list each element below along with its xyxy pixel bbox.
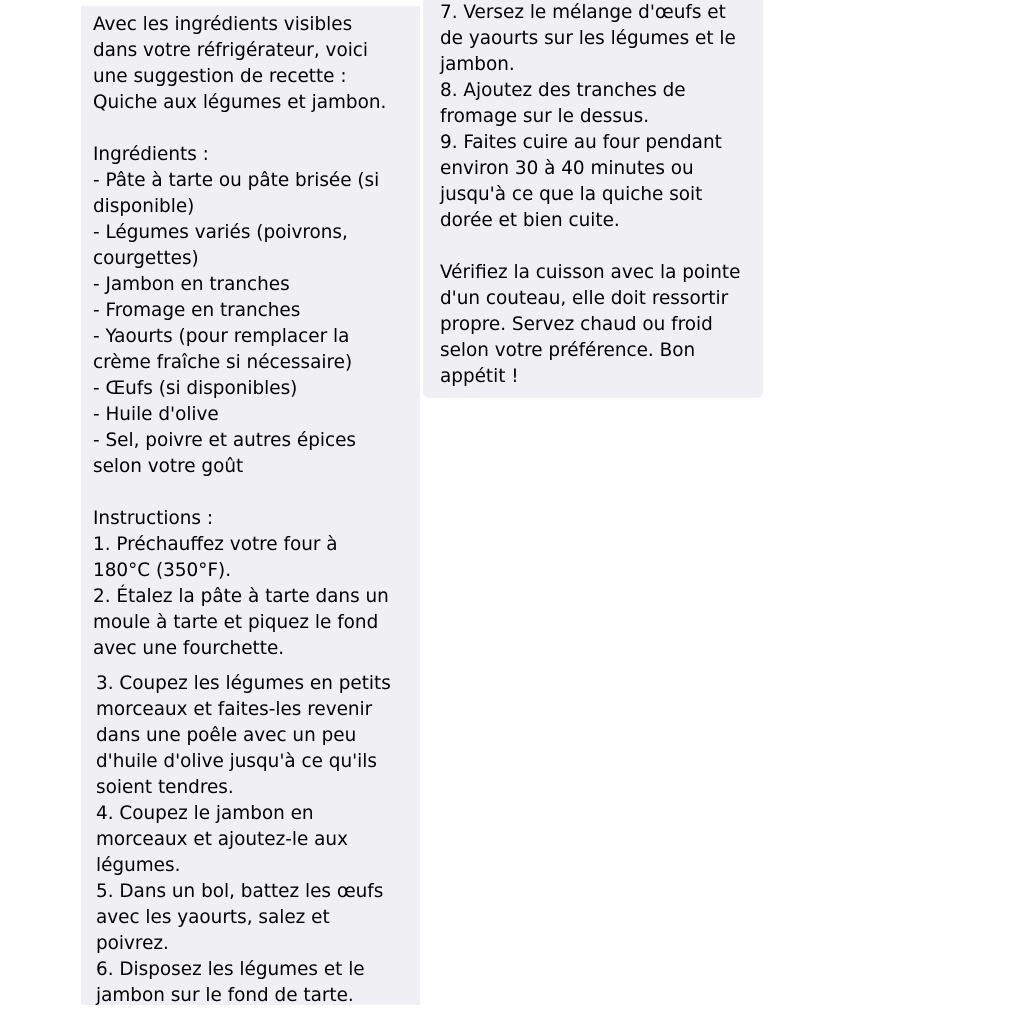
message-text-line: - Sel, poivre et autres épices (93, 430, 357, 451)
message-text-line: 8. Ajoutez des tranches de (440, 80, 686, 101)
message-text-line: 4. Coupez le jambon en (96, 803, 314, 824)
message-text-line: environ 30 à 40 minutes ou (440, 158, 694, 179)
message-text-line: - Fromage en tranches (93, 300, 301, 321)
message-text-line: 180°C (350°F). (93, 560, 232, 581)
message-text-line: selon votre préférence. Bon (440, 340, 696, 361)
message-text-line: Avec les ingrédients visibles (93, 14, 353, 35)
message-text-line: de yaourts sur les légumes et le (440, 28, 736, 49)
message-text-line: 9. Faites cuire au four pendant (440, 132, 722, 153)
blank-line (93, 480, 420, 506)
message-text-line: poivrez. (96, 933, 169, 954)
message-text-line: propre. Servez chaud ou froid (440, 314, 713, 335)
message-text-line: 2. Étalez la pâte à tarte dans un (93, 586, 389, 607)
message-text-line: crème fraîche si nécessaire) (93, 352, 353, 373)
blank-line (93, 116, 420, 142)
message-text-line: selon votre goût (93, 456, 244, 477)
message-bubble-recipe-part-2[interactable] (81, 671, 420, 1005)
message-text-line: appétit ! (440, 366, 519, 387)
message-text-line: dorée et bien cuite. (440, 210, 620, 231)
message-text-line: dans votre réfrigérateur, voici (93, 40, 369, 61)
message-text-line: jusqu'à ce que la quiche soit (440, 184, 703, 205)
message-text-line: disponible) (93, 196, 195, 217)
message-text-line: 5. Dans un bol, battez les œufs (96, 881, 384, 902)
message-text-line: Quiche aux légumes et jambon. (93, 92, 387, 113)
message-bubble-recipe-part-3[interactable] (423, 0, 763, 398)
message-text-line: avec les yaourts, salez et (96, 907, 330, 928)
message-text-line: 6. Disposez les légumes et le (96, 959, 365, 980)
message-text-line: fromage sur le dessus. (440, 106, 650, 127)
message-text-line: jambon. (440, 54, 515, 75)
message-text-line: Instructions : (93, 508, 214, 529)
message-text-line: avec une fourchette. (93, 638, 285, 659)
message-text-line: légumes. (96, 855, 181, 876)
message-text-line: courgettes) (93, 248, 199, 269)
blank-line (440, 234, 763, 260)
message-text-line: morceaux et faites-les revenir (96, 699, 373, 720)
message-text-line: - Œufs (si disponibles) (93, 378, 298, 399)
message-text-line: 7. Versez le mélange d'œufs et (440, 2, 726, 23)
message-text-line: 3. Coupez les légumes en petits (96, 673, 391, 694)
message-text-line: soient tendres. (96, 777, 234, 798)
message-bubble-recipe-part-1[interactable] (81, 6, 420, 674)
message-text-line: - Légumes variés (poivrons, (93, 222, 348, 243)
message-text-line: - Huile d'olive (93, 404, 219, 425)
message-text-line: d'huile d'olive jusqu'à ce qu'ils (96, 751, 377, 772)
message-text-line: d'un couteau, elle doit ressortir (440, 288, 729, 309)
message-text-line: Ingrédients : (93, 144, 209, 165)
message-text-line: Vérifiez la cuisson avec la pointe (440, 262, 741, 283)
message-text-line: une suggestion de recette : (93, 66, 347, 87)
message-text-line: moule à tarte et piquez le fond (93, 612, 379, 633)
message-text-line: dans une poêle avec un peu (96, 725, 357, 746)
message-text-line: morceaux et ajoutez-le aux (96, 829, 348, 850)
message-text-line: - Pâte à tarte ou pâte brisée (si (93, 170, 380, 191)
message-text-line: jambon sur le fond de tarte. (96, 985, 354, 1006)
message-text-line: 1. Préchauffez votre four à (93, 534, 338, 555)
message-text-line: - Jambon en tranches (93, 274, 290, 295)
message-text-line: - Yaourts (pour remplacer la (93, 326, 350, 347)
